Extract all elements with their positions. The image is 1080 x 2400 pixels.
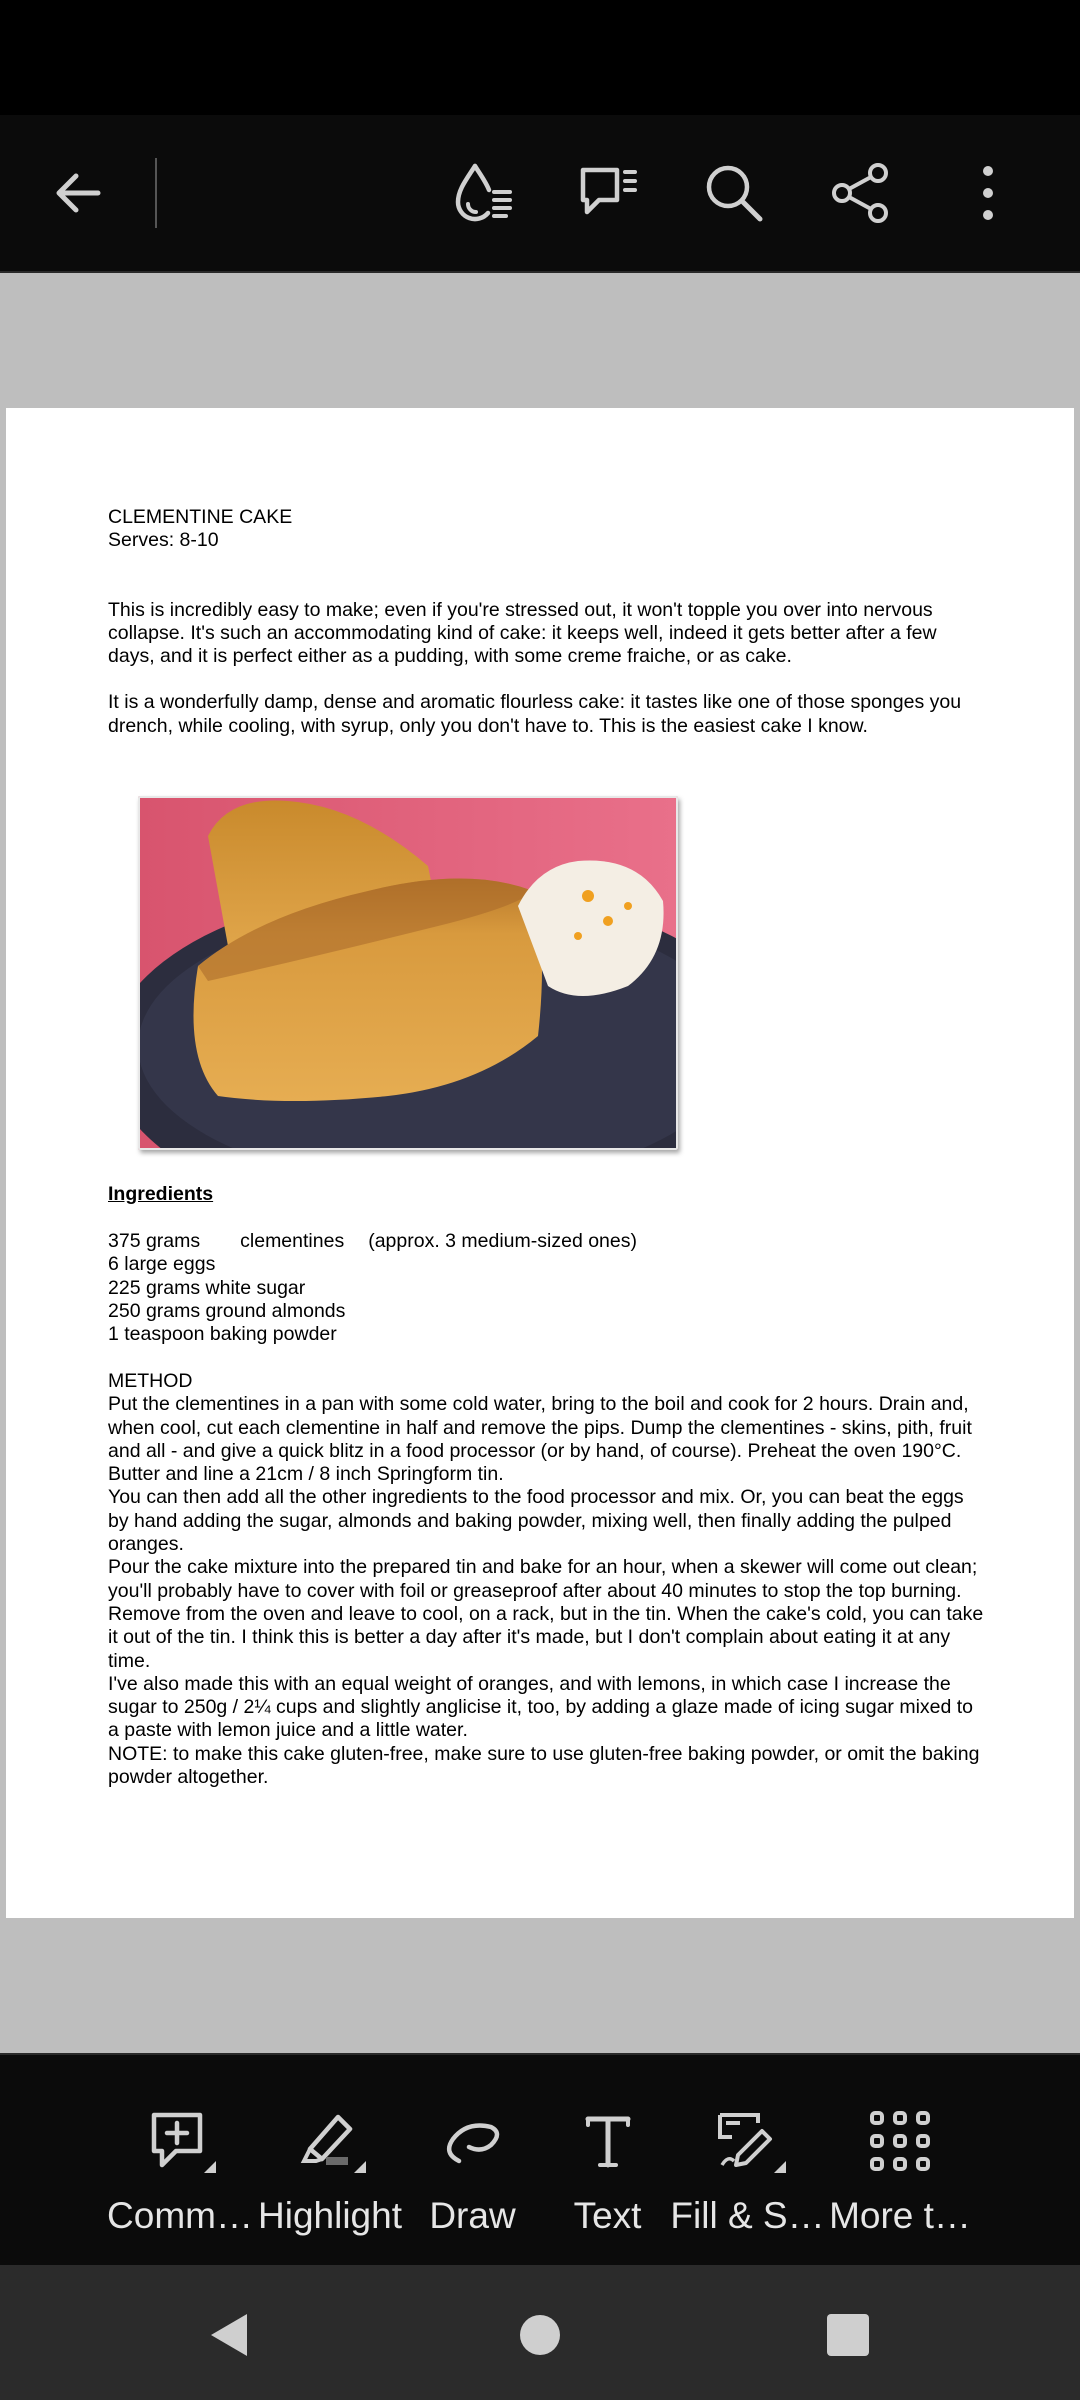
- text-icon: [568, 2101, 648, 2181]
- ingredient-row: 6 large eggs: [108, 1253, 216, 1276]
- more-vertical-icon: [973, 161, 1003, 225]
- method-note: NOTE: to make this cake gluten-free, make sure to use gluten-free baking powder, or omit the baking powder altogether.: [108, 1742, 980, 1789]
- highlight-tool[interactable]: [255, 2055, 405, 2267]
- method-section: [108, 1370, 986, 1789]
- back-button[interactable]: [28, 143, 128, 243]
- ingredients-list: [108, 1230, 637, 1346]
- bottom-tools-bar: [0, 2053, 1080, 2267]
- grid-icon: [860, 2101, 940, 2181]
- add-comment-icon: [140, 2101, 220, 2181]
- document-text: [108, 506, 988, 761]
- ingredient-row: 250 grams ground almonds: [108, 1299, 346, 1322]
- pdf-page: [6, 408, 1074, 1918]
- ingredient-row: [108, 1230, 637, 1253]
- liquid-mode-button[interactable]: [433, 143, 533, 243]
- comments-list-icon: [573, 158, 643, 228]
- method-step-1: Put the clementines in a pan with some cold water, bring to the boil and cook for 2 hours. Drain and, when cool, cut each clementine in half and remove the pips. Dump the clementines - skins, pith, fruit and all - and give a quick blitz in a food processor (or by hand, of course). Preheat the oven 190°C. Butter and line a 21cm / 8 inch Springform tin.: [108, 1393, 972, 1486]
- more-tools[interactable]: [820, 2055, 980, 2267]
- recents-square-icon: [823, 2310, 873, 2360]
- arrow-left-icon: [48, 163, 108, 223]
- ingredients-heading: Ingredients: [108, 1183, 214, 1205]
- comments-list-button[interactable]: [558, 143, 658, 243]
- ingredient-row: 1 teaspoon baking powder: [108, 1323, 337, 1346]
- nav-recents-button[interactable]: [808, 2295, 888, 2375]
- intro-paragraph-1: This is incredibly easy to make; even if you're stressed out, it won't topple you over into nervous collapse. It's such an accommodating kind of cake: it keeps well, indeed it gets better after a few days, and it is perfect either as a pudding, with some creme fraiche, or as cake.: [108, 598, 937, 668]
- home-circle-icon: [515, 2310, 565, 2360]
- draw-tool-label: Draw: [429, 2195, 516, 2236]
- ingredient-row: 225 grams white sugar: [108, 1276, 306, 1299]
- method-heading: METHOD: [108, 1370, 193, 1392]
- method-step-3: Pour the cake mixture into the prepared tin and bake for an hour, when a skewer will come out clean; you'll probably have to cover with foil or greaseproof after about 40 minutes to stop the top burning. Remove from the oven and leave to cool, on a rack, but in the tin. When the cake's cold, you can take it out of the tin. I think this is better a day after it's made, but I don't complain about eating it at any time.: [108, 1556, 984, 1672]
- fill-sign-tool-label: Fill & S…: [670, 2195, 825, 2236]
- liquid-mode-icon: [448, 158, 518, 228]
- draw-icon: [433, 2101, 513, 2181]
- document-viewer[interactable]: [0, 273, 1080, 2053]
- share-button[interactable]: [811, 143, 911, 243]
- comment-tool[interactable]: [100, 2055, 260, 2267]
- status-bar: [0, 0, 1080, 115]
- draw-tool[interactable]: [415, 2055, 530, 2267]
- nav-back-button[interactable]: [188, 2295, 268, 2375]
- more-tools-label: More t…: [829, 2195, 971, 2236]
- intro-paragraph-2: It is a wonderfully damp, dense and aromatic flourless cake: it tastes like one of those sponges you drench, while cooling, with syrup, only you don't have to. This is the easiest cake I know.: [108, 691, 962, 737]
- search-icon: [702, 161, 766, 225]
- highlighter-icon: [290, 2101, 370, 2181]
- system-nav-bar: [0, 2265, 1080, 2400]
- recipe-title: CLEMENTINE CAKE: [108, 506, 293, 528]
- method-step-4: I've also made this with an equal weight of oranges, and with lemons, in which case I increase the sugar to 250g / 2¼ cups and slightly anglicise it, too, by adding a glaze made of icing sugar mixed to a paste with lemon juice and a little water.: [108, 1672, 974, 1742]
- share-icon: [829, 161, 893, 225]
- serves-text: Serves: 8-10: [108, 529, 219, 552]
- text-tool-label: Text: [573, 2195, 642, 2236]
- cake-photo: [138, 796, 678, 1150]
- toolbar-divider: [155, 158, 157, 228]
- comment-tool-label: Comm…: [107, 2195, 253, 2236]
- nav-home-button[interactable]: [500, 2295, 580, 2375]
- fill-sign-tool[interactable]: [670, 2055, 825, 2267]
- search-button[interactable]: [684, 143, 784, 243]
- method-step-2: You can then add all the other ingredients to the food processor and mix. Or, you can beat the eggs by hand adding the sugar, almonds and baking powder, mixing well, then finally adding the pulped oranges.: [108, 1486, 964, 1556]
- text-tool[interactable]: [550, 2055, 665, 2267]
- back-triangle-icon: [203, 2310, 253, 2360]
- fill-sign-icon: [708, 2101, 788, 2181]
- more-options-button[interactable]: [938, 143, 1038, 243]
- ingredient-qty: 375 grams: [108, 1230, 201, 1252]
- highlight-tool-label: Highlight: [258, 2195, 402, 2236]
- ingredient-note: (approx. 3 medium-sized ones): [368, 1230, 637, 1252]
- top-toolbar: [0, 115, 1080, 273]
- ingredient-item: clementines: [240, 1230, 345, 1252]
